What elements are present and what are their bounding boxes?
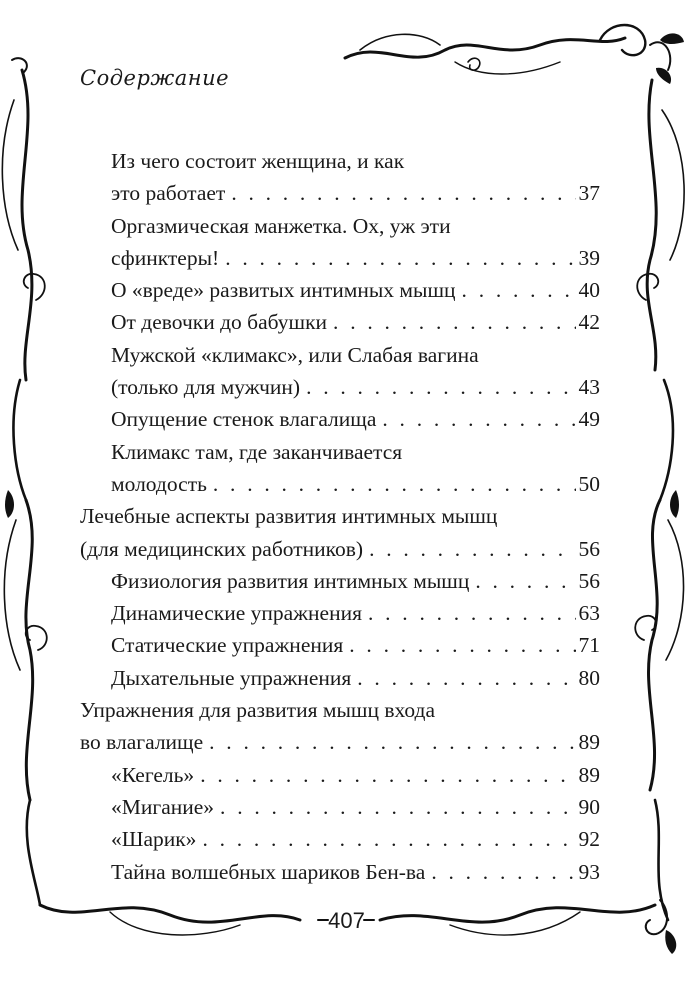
toc-entry-title: Из чего состоит женщина, и как xyxy=(111,149,405,173)
toc-entry-title: Мужской «климакс», или Слабая вагина xyxy=(111,342,479,367)
toc-entry[interactable] xyxy=(80,436,600,501)
toc-entry[interactable] xyxy=(80,791,600,823)
dot-leader xyxy=(475,565,575,597)
toc-entry-page: 63 xyxy=(578,601,600,626)
toc-entry[interactable] xyxy=(80,210,600,275)
toc-entry-title: Лечебные аспекты развития интимных мышц xyxy=(80,504,498,529)
toc-entry-title: (только для мужчин) xyxy=(111,375,301,400)
dot-leader xyxy=(431,856,575,888)
flourish-left-upper xyxy=(22,70,32,380)
dot-leader xyxy=(382,403,575,435)
toc-entry-page: 49 xyxy=(578,407,600,432)
toc-entry-title: «Мигание» xyxy=(111,794,215,819)
toc-entry-title: во влагалище xyxy=(80,730,204,755)
toc-entry-title: «Шарик» xyxy=(111,827,197,852)
dot-leader xyxy=(462,274,576,306)
contents-heading: Содержание xyxy=(80,66,230,90)
page-number: 407 xyxy=(328,908,365,933)
dot-leader xyxy=(333,306,575,338)
dot-leader xyxy=(213,468,576,500)
toc-entry-page: 92 xyxy=(578,827,600,852)
toc-entry-title: Опущение стенок влагалища xyxy=(111,407,377,432)
toc-entry-page: 80 xyxy=(578,665,600,690)
toc-entry-title: О «вреде» развитых интимных мышц xyxy=(111,278,456,303)
toc-entry-page: 90 xyxy=(578,794,600,819)
toc-entry[interactable] xyxy=(80,694,600,759)
toc-entry-page: 37 xyxy=(578,181,600,206)
flourish-left-lower xyxy=(26,500,33,800)
dot-leader xyxy=(368,597,576,629)
flourish-right-upper xyxy=(647,80,656,370)
toc-entry[interactable] xyxy=(80,500,600,565)
toc-entry[interactable] xyxy=(80,145,600,210)
toc-entry-page: 56 xyxy=(578,536,600,561)
toc-entry-title: «Кегель» xyxy=(111,762,195,787)
toc-entry-title: Тайна волшебных шариков Бен-ва xyxy=(111,859,426,884)
toc-entry[interactable] xyxy=(80,274,600,306)
toc-entry-page: 89 xyxy=(578,730,600,755)
toc-entry-page: 43 xyxy=(578,375,600,400)
dot-leader xyxy=(369,533,575,565)
toc-entry[interactable] xyxy=(80,823,600,855)
toc-entry[interactable] xyxy=(80,856,600,888)
dot-leader xyxy=(357,662,575,694)
dot-leader xyxy=(225,242,575,274)
toc-entry[interactable] xyxy=(80,597,600,629)
flourish-top-right xyxy=(345,38,625,58)
toc-entry-title: От девочки до бабушки xyxy=(111,310,328,335)
toc-entry-page: 39 xyxy=(578,245,600,270)
dot-leader xyxy=(202,823,575,855)
toc-entry-page: 40 xyxy=(578,278,600,303)
toc-entry-title: молодость xyxy=(111,471,207,496)
toc-entry[interactable] xyxy=(80,662,600,694)
toc-entry[interactable] xyxy=(80,306,600,338)
toc-entry[interactable] xyxy=(80,759,600,791)
toc-entry-title: (для медицинских работников) xyxy=(80,536,364,561)
dot-leader xyxy=(209,726,575,758)
toc-entry-title: Статические упражнения xyxy=(111,633,344,658)
toc-entry-page: 56 xyxy=(578,568,600,593)
toc-entry-title: сфинктеры! xyxy=(111,245,220,270)
toc-entry-title: Климакс там, где заканчивается xyxy=(111,439,403,464)
toc-entry-page: 42 xyxy=(578,310,600,335)
toc-entry-page: 50 xyxy=(578,471,600,496)
dot-leader xyxy=(200,759,575,791)
toc-entry-page: 89 xyxy=(578,762,600,787)
dot-leader xyxy=(231,177,575,209)
toc-entry[interactable] xyxy=(80,629,600,661)
toc-entry-page: 71 xyxy=(578,633,600,658)
toc-entry-title: Дыхательные упражнения xyxy=(111,665,352,690)
toc-entry-page: 93 xyxy=(578,859,600,884)
toc-entry-title: это работает xyxy=(111,181,226,206)
toc-entry-title: Динамические упражнения xyxy=(111,601,362,626)
toc-entry[interactable] xyxy=(80,339,600,404)
toc-entry[interactable] xyxy=(80,403,600,435)
toc-entry[interactable] xyxy=(80,565,600,597)
toc-entry-title: Физиология развития интимных мышц xyxy=(111,568,470,593)
dot-leader xyxy=(349,629,575,661)
toc-entry-title: Упражнения для развития мышц входа xyxy=(80,698,436,723)
toc-entry-title: Оргазмическая манжетка. Ох, уж эти xyxy=(111,213,451,238)
dot-leader xyxy=(220,791,575,823)
flourish-right-lower xyxy=(649,500,660,790)
table-of-contents xyxy=(80,145,600,888)
dot-leader xyxy=(306,371,575,403)
